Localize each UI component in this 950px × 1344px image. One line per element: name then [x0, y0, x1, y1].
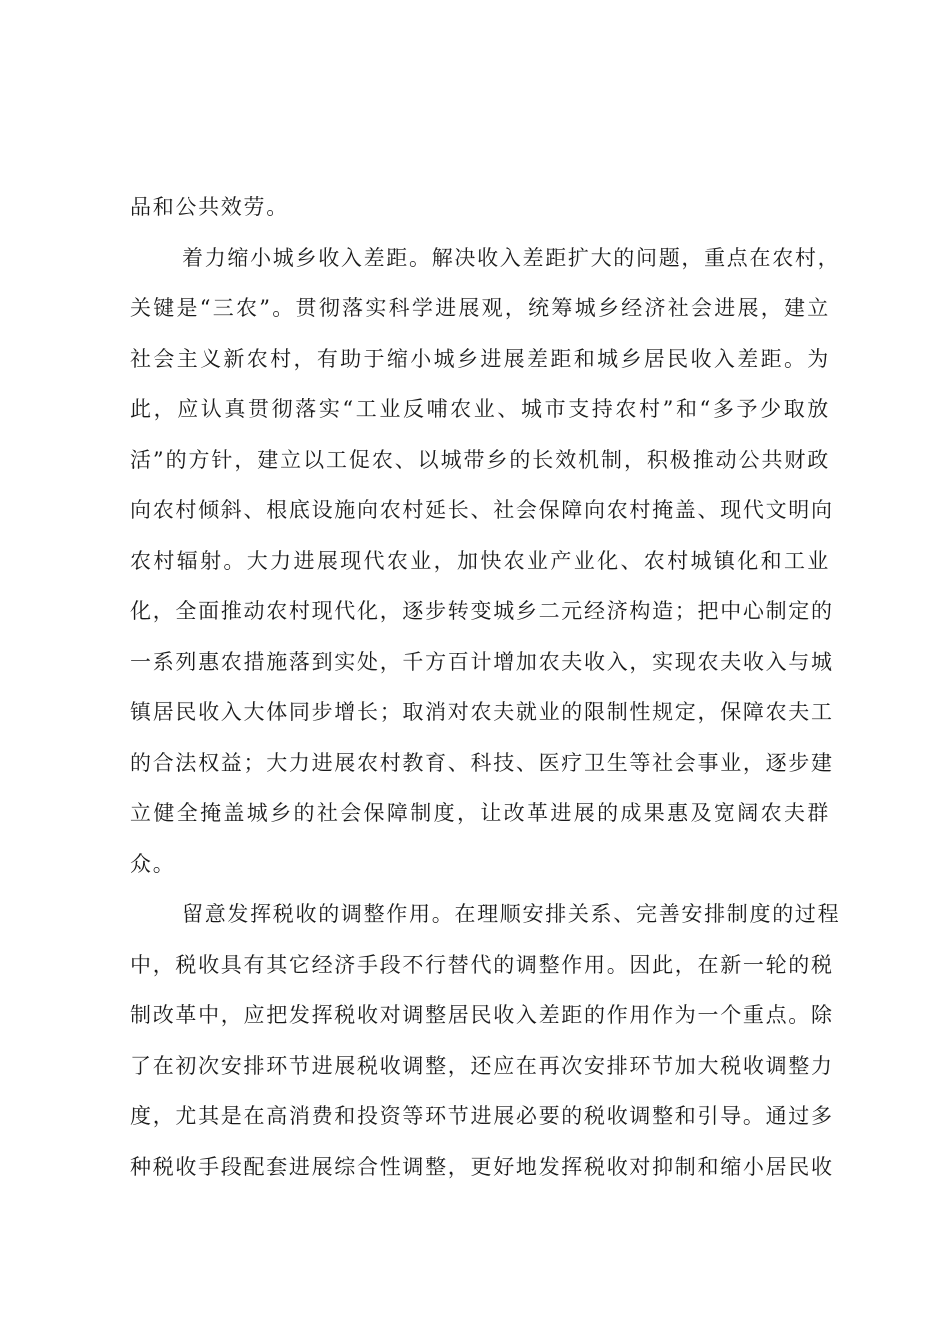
paragraph-continuation	[130, 182, 830, 233]
text-line: 品和公共效劳。	[130, 195, 289, 219]
text-line: 种税收手段配套进展综合性调整，更好地发挥税收对抑制和缩小居民收	[130, 1154, 834, 1179]
text-line: 立健全掩盖城乡的社会保障制度，让改革进展的成果惠及宽阔农夫群	[130, 801, 830, 825]
text-line: 活”的方针，建立以工促农、以城带乡的长效机制，积极推动公共财政	[130, 447, 830, 472]
paragraph-tax-adjustment	[130, 889, 841, 1192]
text-line: 镇居民收入大体同步增长；取消对农夫就业的限制性规定，保障农夫工	[130, 700, 834, 724]
text-line: 众。	[130, 851, 176, 876]
text-line: 的合法权益；大力进展农村教育、科技、医疗卫生等社会事业，逐步建	[130, 750, 834, 775]
text-line: 社会主义新农村，有助于缩小城乡进展差距和城乡居民收入差距。为	[130, 346, 830, 371]
text-line: 关键是“三农”。贯彻落实科学进展观，统筹城乡经济社会进展，建立	[130, 296, 830, 320]
text-line: 一系列惠农措施落到实处，千方百计增加农夫收入，实现农夫收入与城	[130, 649, 834, 674]
text-line: 度，尤其是在高消费和投资等环节进展必要的税收调整和引导。通过多	[130, 1104, 834, 1128]
text-line: 农村辐射。大力进展现代农业，加快农业产业化、农村城镇化和工业	[130, 548, 830, 573]
text-line: 制改革中，应把发挥税收对调整居民收入差距的作用作为一个重点。除	[130, 1003, 834, 1027]
text-line: 着力缩小城乡收入差距。解决收入差距扩大的问题，重点在农村，	[182, 245, 841, 270]
text-line: 此，应认真贯彻落实“工业反哺农业、城市支持农村”和“多予少取放	[130, 397, 830, 421]
text-line: 中，税收具有其它经济手段不行替代的调整作用。因此，在新一轮的税	[130, 952, 834, 977]
body-text	[130, 182, 841, 1192]
text-line: 化，全面推动农村现代化，逐步转变城乡二元经济构造；把中心制定的	[130, 599, 834, 623]
paragraph-rural-income	[130, 233, 841, 890]
text-line: 了在初次安排环节进展税收调整，还应在再次安排环节加大税收调整力	[130, 1053, 834, 1078]
text-line: 留意发挥税收的调整作用。在理顺安排关系、完善安排制度的过程	[182, 902, 841, 926]
text-line: 向农村倾斜、根底设施向农村延长、社会保障向农村掩盖、现代文明向	[130, 498, 834, 522]
